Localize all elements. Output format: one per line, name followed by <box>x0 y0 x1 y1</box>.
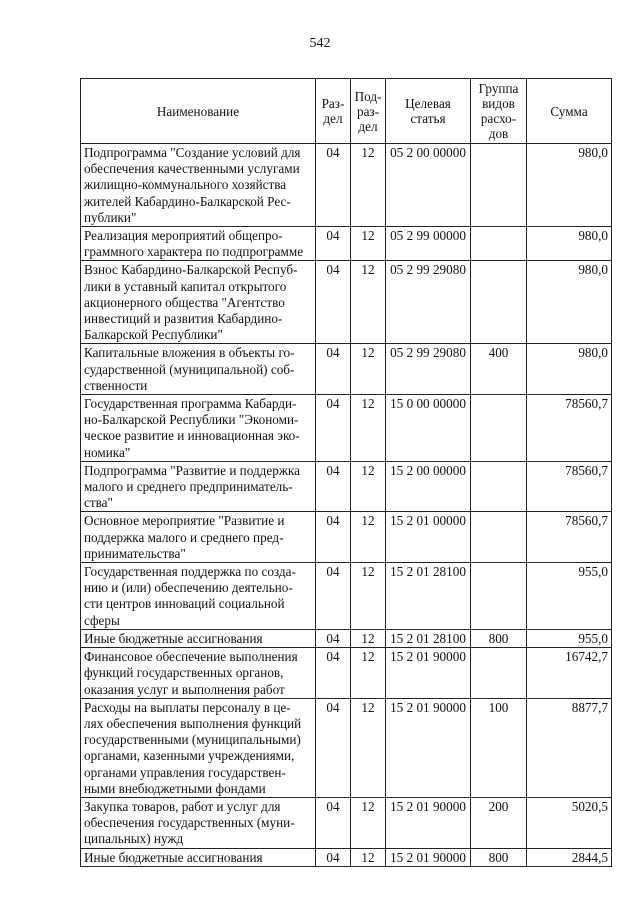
row-group: 400 <box>471 344 527 395</box>
header-section: Раз- дел <box>316 79 351 144</box>
row-sum: 980,0 <box>527 261 612 344</box>
header-subsection: Под- раз- дел <box>351 79 386 144</box>
row-name <box>81 698 316 797</box>
header-row <box>81 79 612 144</box>
table-row <box>81 461 612 512</box>
row-name-line: принимательства" <box>84 545 186 561</box>
row-name-line: ческое развитие и инновационная эко- <box>84 428 300 444</box>
row-group: 100 <box>471 698 527 797</box>
row-target: 05 2 99 00000 <box>386 227 471 261</box>
row-target: 15 2 01 90000 <box>386 848 471 866</box>
row-name-line: Финансовое обеспечение выполнения <box>84 649 298 665</box>
row-group: 800 <box>471 629 527 647</box>
row-subsection: 12 <box>351 227 386 261</box>
table-row <box>81 797 612 848</box>
row-target: 15 2 00 00000 <box>386 461 471 512</box>
row-section: 04 <box>316 797 351 848</box>
row-section: 04 <box>316 648 351 699</box>
table-row <box>81 629 612 647</box>
row-name-line: малого и среднего предприниматель- <box>84 479 293 495</box>
table-row <box>81 344 612 395</box>
row-name-line: номика" <box>84 444 131 460</box>
row-section: 04 <box>316 344 351 395</box>
table-row <box>81 261 612 344</box>
header-target: Целевая статья <box>386 79 471 144</box>
row-group: 800 <box>471 848 527 866</box>
row-name-line: сти центров инноваций социальной <box>84 596 285 612</box>
row-name-line: инвестиций и развития Кабардино- <box>84 311 283 327</box>
row-name-line: Основное мероприятие "Развитие и <box>84 513 285 529</box>
row-name-line: Взнос Кабардино-Балкарской Респуб- <box>84 262 298 278</box>
row-name-line: граммного характера по подпрограмме <box>84 244 304 260</box>
row-target: 15 2 01 00000 <box>386 512 471 563</box>
row-name-line: акционерного общества "Агентство <box>84 294 285 310</box>
row-name-line: оказания услуг и выполнения работ <box>84 681 285 697</box>
row-group <box>471 227 527 261</box>
row-target: 15 2 01 28100 <box>386 563 471 630</box>
row-group <box>471 461 527 512</box>
row-subsection: 12 <box>351 461 386 512</box>
row-group <box>471 261 527 344</box>
row-name-line: обеспечения государственных (муни- <box>84 815 295 831</box>
row-subsection: 12 <box>351 629 386 647</box>
row-name-line: поддержка малого и среднего пред- <box>84 529 284 545</box>
row-section: 04 <box>316 144 351 227</box>
row-name <box>81 648 316 699</box>
row-sum: 78560,7 <box>527 395 612 462</box>
row-sum: 955,0 <box>527 629 612 647</box>
table-row <box>81 563 612 630</box>
row-group <box>471 395 527 462</box>
row-name <box>81 461 316 512</box>
row-target: 05 2 99 29080 <box>386 344 471 395</box>
row-name-line: ства" <box>84 495 113 511</box>
row-name-line: Иные бюджетные ассигнования <box>84 630 263 646</box>
row-sum: 78560,7 <box>527 461 612 512</box>
row-section: 04 <box>316 629 351 647</box>
row-name-line: органами управления государствен- <box>84 764 286 780</box>
row-target: 05 2 99 29080 <box>386 261 471 344</box>
row-sum: 980,0 <box>527 144 612 227</box>
row-sum: 980,0 <box>527 344 612 395</box>
row-subsection: 12 <box>351 395 386 462</box>
table-row <box>81 144 612 227</box>
row-name-line: ными внебюджетными фондами <box>84 780 266 796</box>
row-section: 04 <box>316 395 351 462</box>
row-name-line: жителей Кабардино-Балкарской Рес- <box>84 193 291 209</box>
row-subsection: 12 <box>351 563 386 630</box>
row-name <box>81 395 316 462</box>
row-subsection: 12 <box>351 848 386 866</box>
row-subsection: 12 <box>351 648 386 699</box>
row-name-line: Реализация мероприятий общепро- <box>84 228 283 244</box>
row-subsection: 12 <box>351 144 386 227</box>
row-name <box>81 261 316 344</box>
row-name <box>81 344 316 395</box>
row-section: 04 <box>316 227 351 261</box>
row-name-line: сферы <box>84 612 120 628</box>
row-sum: 955,0 <box>527 563 612 630</box>
row-name-line: Государственная поддержка по созда- <box>84 564 296 580</box>
row-sum: 8877,7 <box>527 698 612 797</box>
row-sum: 5020,5 <box>527 797 612 848</box>
row-group <box>471 563 527 630</box>
row-name-line: лях обеспечения выполнения функций <box>84 715 302 731</box>
row-name-line: функций государственных органов, <box>84 665 284 681</box>
row-sum: 78560,7 <box>527 512 612 563</box>
row-name-line: Капитальные вложения в объекты го- <box>84 345 295 361</box>
row-name-line: публики" <box>84 209 137 225</box>
row-group <box>471 512 527 563</box>
row-subsection: 12 <box>351 797 386 848</box>
row-group <box>471 648 527 699</box>
row-name <box>81 797 316 848</box>
row-target: 15 2 01 90000 <box>386 797 471 848</box>
row-group: 200 <box>471 797 527 848</box>
row-target: 05 2 00 00000 <box>386 144 471 227</box>
row-target: 15 2 01 90000 <box>386 648 471 699</box>
row-name-line: жилищно-коммунального хозяйства <box>84 177 287 193</box>
row-subsection: 12 <box>351 344 386 395</box>
page-number: 542 <box>309 36 331 51</box>
row-subsection: 12 <box>351 698 386 797</box>
row-sum: 16742,7 <box>527 648 612 699</box>
table-row <box>81 227 612 261</box>
table-row <box>81 848 612 866</box>
row-subsection: 12 <box>351 512 386 563</box>
row-target: 15 2 01 28100 <box>386 629 471 647</box>
row-section: 04 <box>316 848 351 866</box>
row-name-line: органами, казенными учреждениями, <box>84 748 295 764</box>
row-section: 04 <box>316 461 351 512</box>
row-name-line: лики в уставный капитал открытого <box>84 278 287 294</box>
row-section: 04 <box>316 512 351 563</box>
row-name-line: обеспечения качественными услугами <box>84 161 300 177</box>
row-name-line: Подпрограмма "Создание условий для <box>84 145 301 160</box>
row-name-line: ципальных) нужд <box>84 831 184 847</box>
row-subsection: 12 <box>351 261 386 344</box>
row-name <box>81 512 316 563</box>
row-name-line: нию и (или) обеспечению деятельно- <box>84 580 293 596</box>
row-section: 04 <box>316 261 351 344</box>
row-section: 04 <box>316 563 351 630</box>
budget-table <box>80 78 612 867</box>
row-target: 15 2 01 90000 <box>386 698 471 797</box>
row-name-line: сударственной (муниципальной) соб- <box>84 361 295 377</box>
row-name <box>81 563 316 630</box>
row-name-line: Балкарской Республики" <box>84 327 223 343</box>
table-row <box>81 395 612 462</box>
row-name-line: Иные бюджетные ассигнования <box>84 849 263 865</box>
row-target: 15 0 00 00000 <box>386 395 471 462</box>
header-name: Наименование <box>81 79 316 144</box>
row-name-line: ственности <box>84 377 148 393</box>
table-row <box>81 648 612 699</box>
row-sum: 2844,5 <box>527 848 612 866</box>
row-section: 04 <box>316 698 351 797</box>
row-name <box>81 144 316 227</box>
row-sum: 980,0 <box>527 227 612 261</box>
row-name-line: Расходы на выплаты персоналу в це- <box>84 699 291 715</box>
header-sum: Сумма <box>527 79 612 144</box>
row-name-line: но-Балкарской Республики "Экономи- <box>84 412 299 428</box>
row-name <box>81 629 316 647</box>
table-row <box>81 698 612 797</box>
row-group <box>471 144 527 227</box>
row-name-line: государственными (муниципальными) <box>84 732 301 748</box>
row-name <box>81 227 316 261</box>
table-row <box>81 512 612 563</box>
row-name-line: Государственная программа Кабарди- <box>84 396 297 412</box>
row-name-line: Закупка товаров, работ и услуг для <box>84 798 281 814</box>
row-name <box>81 848 316 866</box>
row-name-line: Подпрограмма "Развитие и поддержка <box>84 462 300 478</box>
header-group: Группа видов расхо- дов <box>471 79 527 144</box>
